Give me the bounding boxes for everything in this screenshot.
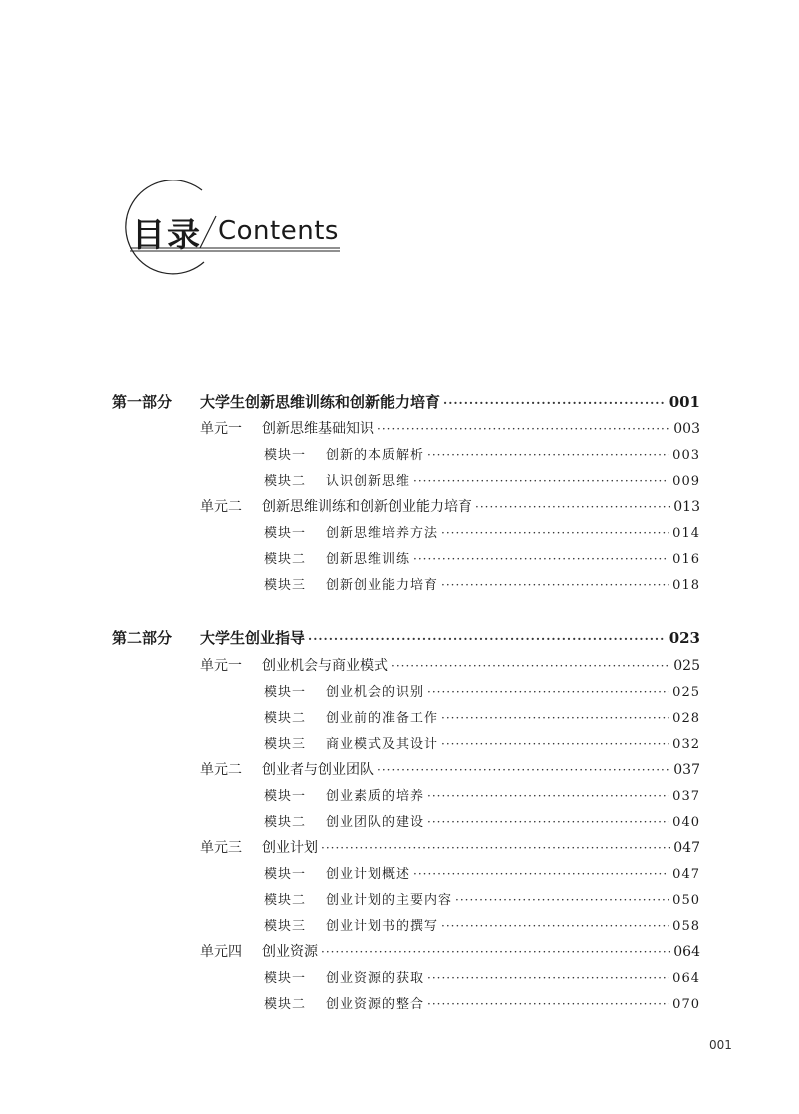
toc-entry-page: 023 — [668, 629, 700, 647]
dot-leader — [441, 711, 669, 725]
toc-entry-part[interactable] — [112, 627, 700, 648]
toc-entry-title: 创业计划概述 — [326, 867, 411, 882]
toc-entry-part[interactable] — [112, 391, 700, 412]
toc-entry-module[interactable] — [264, 548, 700, 567]
toc-entry-number: 单元二 — [200, 762, 242, 778]
toc-entry-number: 第一部分 — [112, 393, 173, 411]
title-english: Contents — [218, 216, 339, 246]
toc-entry-title: 大学生创业指导 — [200, 629, 306, 647]
toc-entry-page: 025 — [672, 685, 700, 700]
dot-leader — [427, 815, 669, 829]
toc-entry-unit[interactable] — [200, 759, 700, 779]
toc-entry-number: 模块一 — [264, 971, 307, 986]
toc-entry-title: 创业前的准备工作 — [326, 711, 439, 726]
toc-entry-page: 003 — [673, 421, 700, 437]
toc-entry-number: 模块二 — [264, 711, 307, 726]
toc-entry-module[interactable] — [264, 470, 700, 489]
toc-entry-number: 模块一 — [264, 448, 307, 463]
toc-entry-title: 创业计划的主要内容 — [326, 893, 453, 908]
toc-entry-page: 037 — [673, 762, 700, 778]
toc-entry-number: 模块二 — [264, 815, 307, 830]
toc-entry-title: 商业模式及其设计 — [326, 737, 439, 752]
toc-entry-title: 创业机会的识别 — [326, 685, 425, 700]
toc-entry-module[interactable] — [264, 785, 700, 804]
toc-entry-title: 创业资源 — [262, 944, 318, 960]
toc-entry-number: 模块三 — [264, 578, 307, 593]
toc-entry-number: 模块二 — [264, 552, 307, 567]
toc-entry-title: 创新思维基础知识 — [262, 421, 374, 437]
dot-leader — [427, 971, 669, 985]
dot-leader — [441, 526, 669, 540]
page-number: 001 — [709, 1038, 732, 1052]
toc-entry-page: 058 — [672, 919, 700, 934]
toc-entry-title: 创新思维训练 — [326, 552, 411, 567]
dot-leader — [427, 997, 669, 1011]
toc-entry-page: 009 — [672, 474, 700, 489]
toc-entry-title: 创业者与创业团队 — [262, 762, 374, 778]
dot-leader — [427, 789, 669, 803]
toc-entry-title: 创业团队的建设 — [326, 815, 425, 830]
toc-entry-page: 064 — [673, 944, 700, 960]
toc-entry-number: 单元三 — [200, 840, 242, 856]
toc-entry-number: 单元二 — [200, 499, 242, 515]
toc-entry-number: 模块一 — [264, 789, 307, 804]
toc-entry-module[interactable] — [264, 522, 700, 541]
dot-leader — [377, 422, 670, 436]
toc-entry-title: 认识创新思维 — [326, 474, 411, 489]
toc-entry-number: 模块三 — [264, 737, 307, 752]
dot-leader — [443, 396, 666, 410]
dot-leader — [475, 500, 670, 514]
toc-entry-page: 014 — [672, 526, 700, 541]
toc-entry-unit[interactable] — [200, 418, 700, 438]
dot-leader — [455, 893, 669, 907]
toc-entry-number: 模块一 — [264, 867, 307, 882]
dot-leader — [321, 841, 670, 855]
toc-entry-title: 创业素质的培养 — [326, 789, 425, 804]
toc-entry-title: 创新思维训练和创新创业能力培育 — [262, 499, 472, 515]
toc-entry-title: 创业机会与商业模式 — [262, 658, 388, 674]
toc-entry-module[interactable] — [264, 863, 700, 882]
toc-entry-page: 050 — [672, 893, 700, 908]
toc-entry-number: 模块三 — [264, 919, 307, 934]
dot-leader — [413, 867, 669, 881]
dot-leader — [427, 448, 669, 462]
toc-entry-page: 047 — [672, 867, 700, 882]
toc-entry-title: 创新的本质解析 — [326, 448, 425, 463]
toc-entry-page: 016 — [672, 552, 700, 567]
dot-leader — [427, 685, 669, 699]
dot-leader — [413, 552, 669, 566]
toc-entry-number: 第二部分 — [112, 629, 173, 647]
dot-leader — [377, 763, 670, 777]
toc-entry-title: 创业计划书的撰写 — [326, 919, 439, 934]
toc-entry-module[interactable] — [264, 681, 700, 700]
toc-entry-page: 064 — [672, 971, 700, 986]
toc-entry-module[interactable] — [264, 811, 700, 830]
toc-entry-module[interactable] — [264, 967, 700, 986]
toc-entry-page: 018 — [672, 578, 700, 593]
dot-leader — [308, 632, 666, 646]
toc-entry-title: 创业计划 — [262, 840, 318, 856]
dot-leader — [441, 737, 669, 751]
dot-leader — [441, 578, 669, 592]
dot-leader — [321, 945, 670, 959]
toc-entry-title: 创新思维培养方法 — [326, 526, 439, 541]
toc-entry-page: 003 — [672, 448, 700, 463]
toc-entry-unit[interactable] — [200, 655, 700, 675]
toc-entry-unit[interactable] — [200, 941, 700, 961]
toc-entry-number: 单元一 — [200, 421, 242, 437]
toc-entry-page: 037 — [672, 789, 700, 804]
toc-entry-module[interactable] — [264, 993, 700, 1012]
toc-entry-number: 模块二 — [264, 893, 307, 908]
toc-entry-module[interactable] — [264, 707, 700, 726]
toc-entry-page: 028 — [672, 711, 700, 726]
toc-entry-number: 模块二 — [264, 997, 307, 1012]
toc-entry-module[interactable] — [264, 733, 700, 752]
toc-entry-number: 模块二 — [264, 474, 307, 489]
toc-entry-page: 025 — [673, 658, 700, 674]
toc-entry-unit[interactable] — [200, 837, 700, 857]
title-chinese: 目录 — [132, 215, 202, 254]
toc-entry-title: 创新创业能力培育 — [326, 578, 439, 593]
toc-entry-unit[interactable] — [200, 496, 700, 516]
toc-entry-module[interactable] — [264, 915, 700, 934]
toc-entry-number: 单元四 — [200, 944, 242, 960]
toc-entry-title: 创业资源的整合 — [326, 997, 425, 1012]
toc-entry-page: 047 — [673, 840, 700, 856]
dot-leader — [441, 919, 669, 933]
dot-leader — [413, 474, 669, 488]
toc-entry-module[interactable] — [264, 889, 700, 908]
toc-entry-title: 大学生创新思维训练和创新能力培育 — [200, 393, 441, 411]
toc-entry-title: 创业资源的获取 — [326, 971, 425, 986]
toc-entry-number: 模块一 — [264, 685, 307, 700]
toc-entry-page: 070 — [672, 997, 700, 1012]
toc-entry-page: 040 — [672, 815, 700, 830]
toc-entry-module[interactable] — [264, 574, 700, 593]
toc-entry-number: 单元一 — [200, 658, 242, 674]
toc-entry-page: 001 — [668, 393, 700, 411]
toc-entry-page: 032 — [672, 737, 700, 752]
toc-entry-page: 013 — [673, 499, 700, 515]
toc-entry-module[interactable] — [264, 444, 700, 463]
dot-leader — [391, 659, 670, 673]
toc-entry-number: 模块一 — [264, 526, 307, 541]
